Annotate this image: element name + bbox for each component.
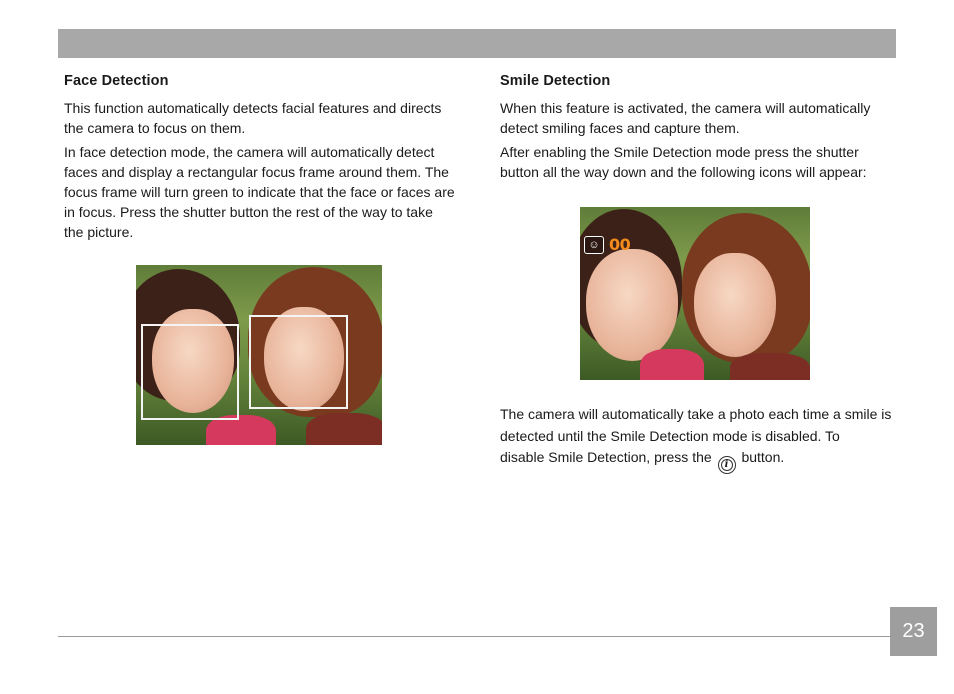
smile-detection-heading: Smile Detection [500, 73, 611, 89]
page-number: 23 [890, 607, 937, 656]
smile-detection-notes [500, 404, 892, 474]
smile-detection-photo [580, 207, 810, 380]
footer-divider [58, 636, 890, 637]
face-detection-section [64, 72, 456, 247]
header-bar [58, 29, 896, 58]
focus-frame-left [141, 324, 239, 420]
smile-mode-icon: ☺ [584, 236, 604, 254]
face-right [694, 253, 776, 357]
smile-note-pre: disable Smile Detection, press the [500, 449, 712, 465]
smile-detection-intro: When this feature is activated, the camera will automatically detect smiling faces and capture them. [500, 99, 871, 136]
info-button-icon: i [718, 456, 736, 474]
shirt-right [730, 353, 810, 380]
smile-note-line1: The camera will automatically take a photo each time a smile is detected until the Smile Detection mode is disabled. To [500, 406, 892, 444]
face-detection-description: In face detection mode, the camera will automatically detect faces and display a rectangular focus frame around them. The focus frame will turn green to indicate that the face or faces are in focus. Press the shutter button the rest of the way to take the picture. [64, 144, 455, 240]
face-left [586, 249, 678, 361]
face-detection-intro: This function automatically detects facial features and directs the camera to focus on them. [64, 99, 442, 136]
smile-note-line2 [500, 447, 892, 474]
shirt-left [640, 349, 704, 380]
shirt-right [306, 413, 382, 445]
smile-counter: 00 [609, 235, 631, 254]
smile-note-post: button. [741, 449, 785, 465]
face-detection-photo [136, 265, 382, 445]
face-detection-heading: Face Detection [64, 73, 169, 89]
smile-detection-section [500, 72, 890, 188]
focus-frame-right [249, 315, 348, 409]
smile-detection-instructions: After enabling the Smile Detection mode press the shutter button all the way down and the following icons will appear: [500, 144, 867, 181]
